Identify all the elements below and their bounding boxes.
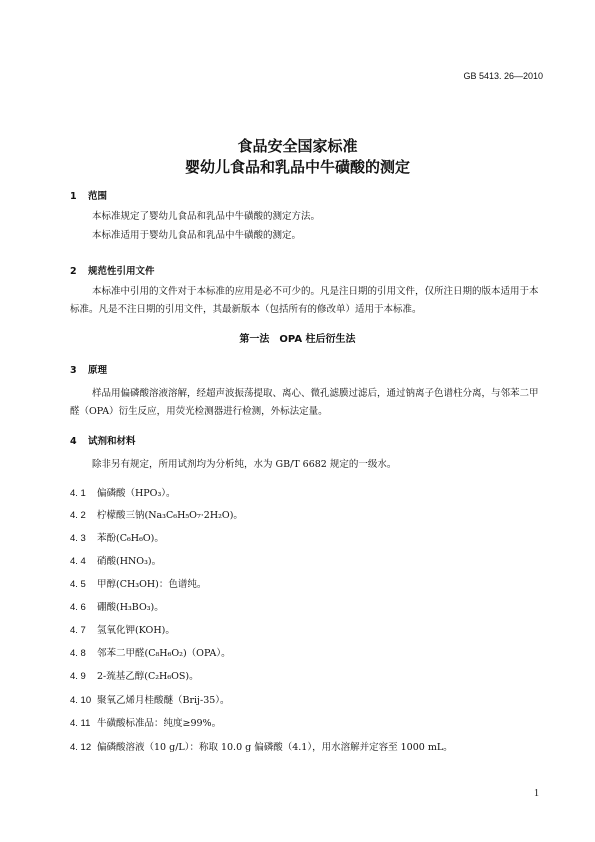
item-text: 苯酚(C₆H₆O)。	[97, 533, 164, 544]
item-text: 牛磺酸标准品：纯度≥99%。	[97, 718, 222, 729]
document-title-line1: 食品安全国家标准	[237, 137, 358, 155]
item-text: 偏磷酸（HPO₃）。	[97, 488, 176, 499]
item-text: 柠檬酸三钠(Na₃C₆H₅O₇·2H₂O)。	[97, 510, 243, 521]
item-text: 氢氧化钾(KOH)。	[97, 625, 175, 636]
section-number: 1	[70, 191, 77, 202]
section-number: 3	[70, 365, 77, 376]
section-title: 范围	[88, 191, 108, 202]
list-item	[70, 715, 221, 729]
section-heading-principle	[70, 362, 107, 376]
section-title: 规范性引用文件	[88, 266, 155, 277]
section-title: 试剂和材料	[88, 436, 136, 447]
list-item	[70, 692, 230, 706]
item-text: 2-巯基乙醇(C₂H₆OS)。	[97, 671, 199, 682]
document-title-line2: 婴幼儿食品和乳品中牛磺酸的测定	[184, 158, 410, 176]
item-text: 聚氧乙烯月桂酸醚（Brij-35）。	[97, 695, 230, 706]
list-item	[70, 599, 164, 613]
item-number: 4. 7	[70, 625, 86, 636]
paragraph: 本标准中引用的文件对于本标准的应用是必不可少的。凡是注日期的引用文件，仅所注日期的版本适用于本标准。凡是不注日期的引用文件，其最新版本（包括所有的修改单）适用于本标准。	[70, 286, 539, 315]
section-heading-reagents	[70, 433, 136, 447]
item-number: 4. 11	[70, 718, 91, 729]
section-number: 4	[70, 436, 77, 447]
list-item	[70, 739, 453, 753]
list-item	[70, 668, 199, 682]
item-number: 4. 5	[70, 579, 86, 590]
item-number: 4. 1	[70, 488, 86, 499]
paragraph: 本标准适用于婴幼儿食品和乳品中牛磺酸的测定。	[92, 230, 302, 241]
list-item	[70, 553, 161, 567]
section-heading-normative-references	[70, 263, 155, 277]
item-number: 4. 3	[70, 533, 86, 544]
list-item	[70, 507, 243, 521]
list-item	[70, 645, 231, 659]
list-item	[70, 530, 164, 544]
item-number: 4. 6	[70, 602, 86, 613]
paragraph: 除非另有规定，所用试剂均为分析纯，水为 GB/T 6682 规定的一级水。	[92, 459, 397, 470]
page-number: 1	[534, 788, 539, 799]
item-number: 4. 10	[70, 695, 92, 706]
paragraph: 本标准规定了婴幼儿食品和乳品中牛磺酸的测定方法。	[92, 211, 321, 222]
item-text: 硼酸(H₃BO₃)。	[97, 602, 164, 613]
item-text: 邻苯二甲醛(C₈H₆O₂)（OPA）。	[97, 648, 231, 659]
list-item	[70, 485, 176, 499]
section-number: 2	[70, 266, 77, 277]
item-text: 甲醇(CH₃OH)：色谱纯。	[97, 579, 207, 590]
list-item	[70, 622, 175, 636]
item-number: 4. 2	[70, 510, 86, 521]
section-heading-scope	[70, 188, 107, 202]
list-item	[70, 576, 206, 590]
item-text: 偏磷酸溶液（10 g/L）：称取 10.0 g 偏磷酸（4.1），用水溶解并定容至 1000 mL。	[97, 742, 453, 753]
section-title: 原理	[88, 365, 108, 376]
item-number: 4. 12	[70, 742, 92, 753]
item-number: 4. 9	[70, 671, 86, 682]
standard-number: GB 5413. 26—2010	[463, 71, 543, 81]
item-number: 4. 8	[70, 648, 86, 659]
paragraph: 样品用偏磷酸溶液溶解，经超声波振荡提取、离心、微孔滤膜过滤后，通过钠离子色谱柱分离，与邻苯二甲醛（OPA）衍生反应，用荧光检测器进行检测，外标法定量。	[70, 388, 539, 417]
item-number: 4. 4	[70, 556, 86, 567]
method-heading: 第一法 OPA 柱后衍生法	[239, 334, 356, 345]
item-text: 硝酸(HNO₃)。	[97, 556, 162, 567]
